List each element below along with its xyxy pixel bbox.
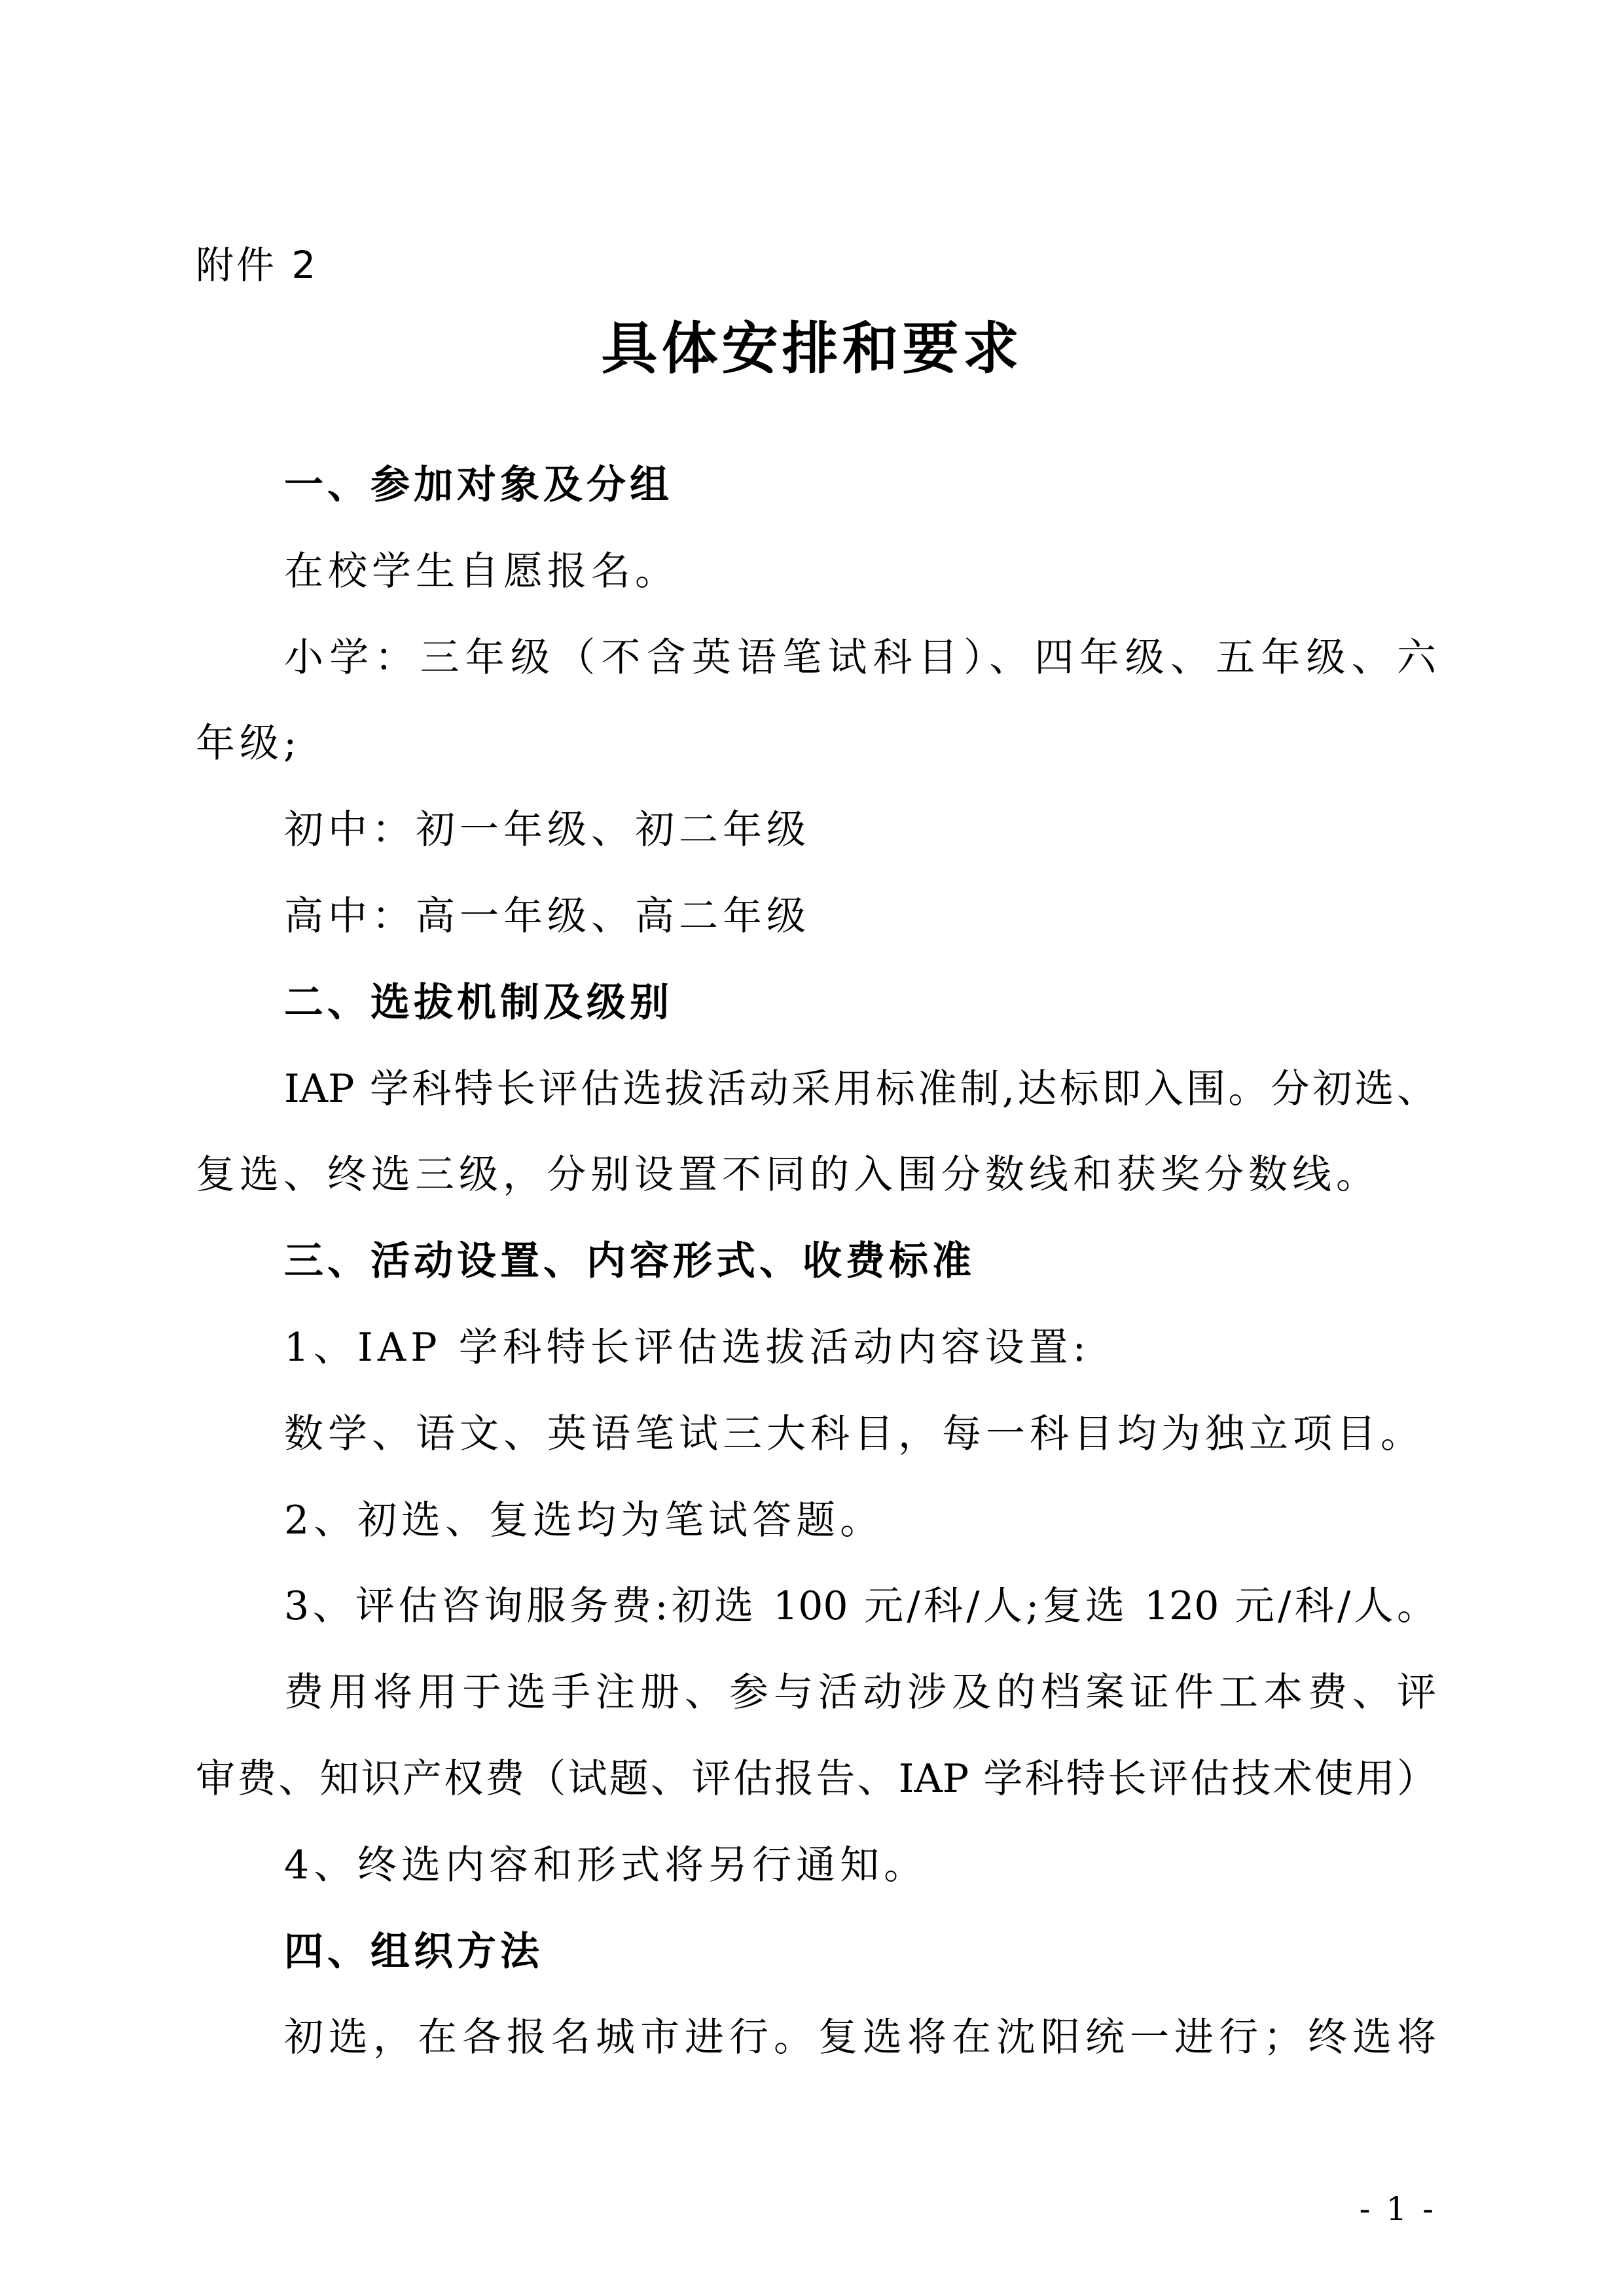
paragraph-line: 高中：高一年级、高二年级: [284, 893, 810, 939]
paragraph-line: IAP 学科特长评估选拔活动采用标准制,达标即入围。分初选、: [284, 1066, 1436, 1112]
section-heading-selection: 二、选拔机制及级别: [284, 979, 673, 1026]
page-number: - 1 -: [1359, 2190, 1436, 2228]
paragraph-line: 年级;: [196, 721, 302, 767]
paragraph-line: 1、IAP 学科特长评估选拔活动内容设置:: [284, 1324, 1091, 1371]
paragraph-line: 初选，在各报名城市进行。复选将在沈阳统一进行；终选将: [284, 2015, 1436, 2061]
paragraph-line: 数学、语文、英语笔试三大科目，每一科目均为独立项目。: [284, 1410, 1424, 1457]
paragraph-line: 费用将用于选手注册、参与活动涉及的档案证件工本费、评: [284, 1670, 1436, 1716]
paragraph-line: 小学：三年级（不含英语笔试科目）、四年级、五年级、六: [284, 634, 1436, 681]
section-heading-activities: 三、活动设置、内容形式、收费标准: [284, 1238, 975, 1285]
paragraph-line: 初中：初一年级、初二年级: [284, 807, 810, 853]
paragraph-line: 复选、终选三级，分别设置不同的入围分数线和获奖分数线。: [196, 1152, 1380, 1198]
section-heading-organization: 四、组织方法: [284, 1928, 543, 1975]
paragraph-line: 3、评估咨询服务费:初选 100 元/科/人;复选 120 元/科/人。: [284, 1583, 1436, 1630]
paragraph-line: 审费、知识产权费（试题、评估报告、IAP 学科特长评估技术使用）: [196, 1755, 1436, 1802]
attachment-label: 附件 2: [196, 243, 319, 287]
section-heading-participants: 一、参加对象及分组: [284, 462, 673, 508]
paragraph-line: 4、终选内容和形式将另行通知。: [284, 1842, 928, 1888]
document-title: 具体安排和要求: [601, 316, 1023, 382]
document-body: [196, 442, 1436, 2081]
paragraph-line: 2、初选、复选均为笔试答题。: [284, 1497, 884, 1543]
paragraph-line: 在校学生自愿报名。: [284, 548, 679, 594]
